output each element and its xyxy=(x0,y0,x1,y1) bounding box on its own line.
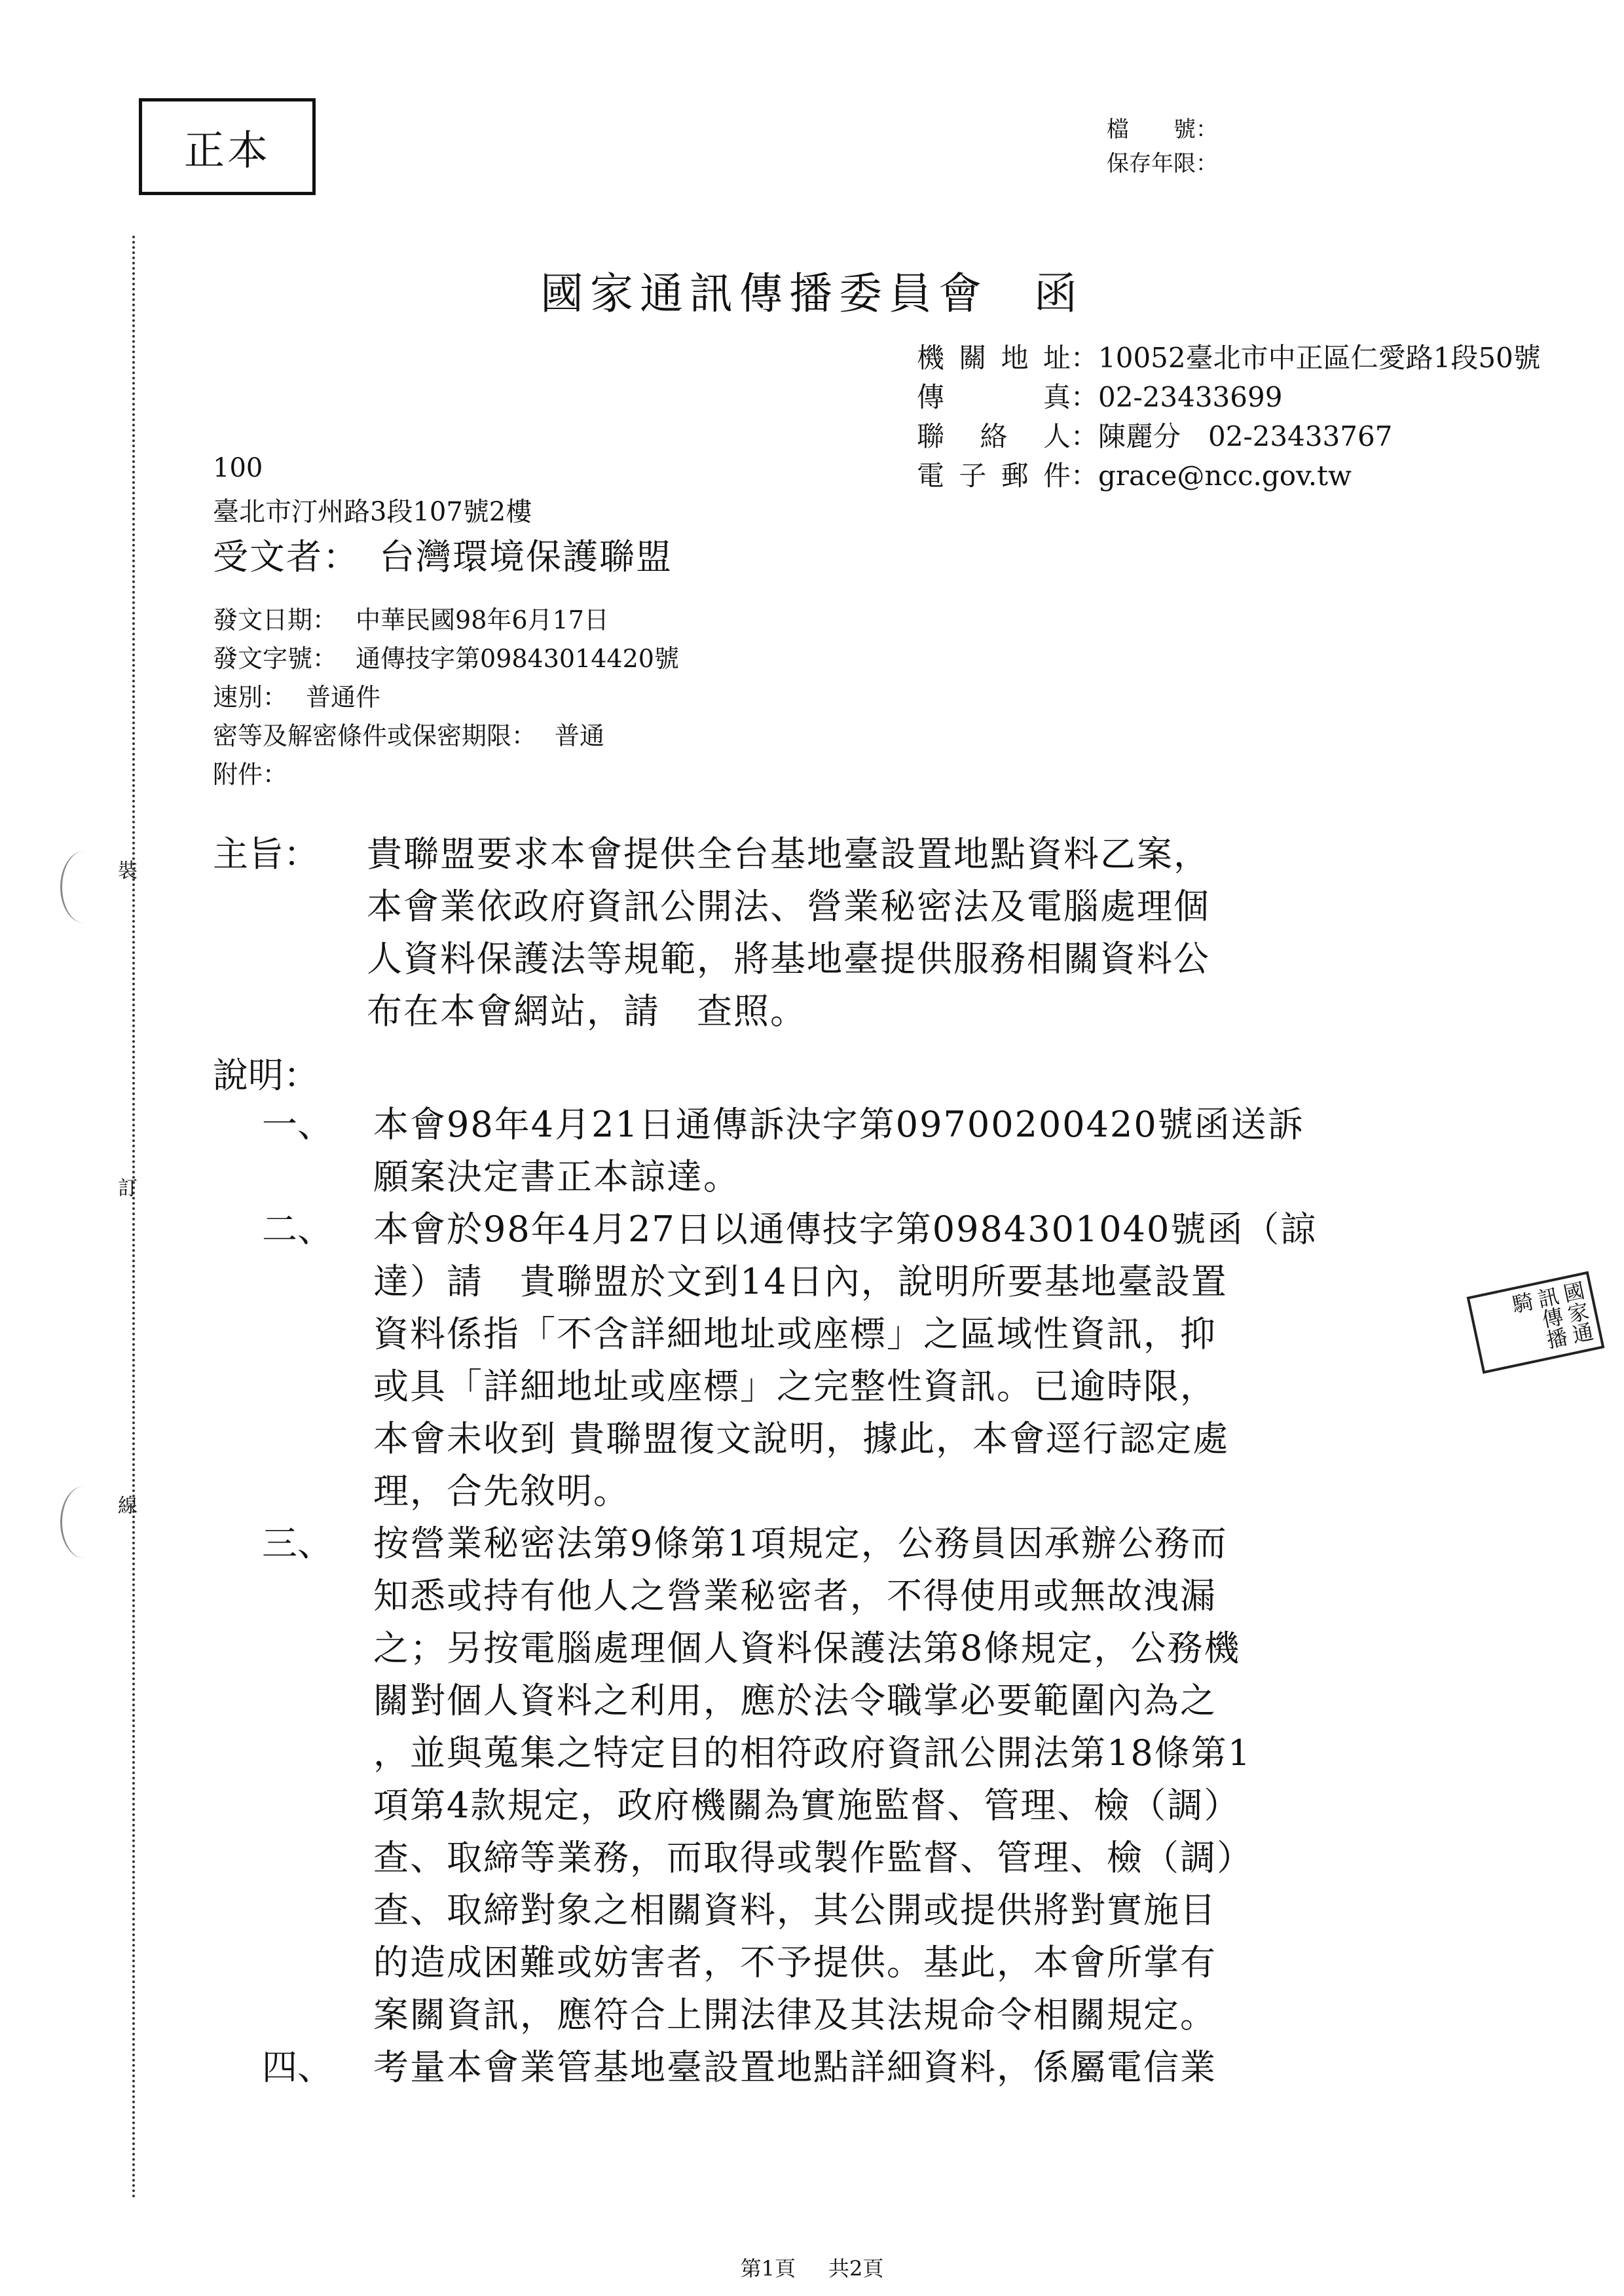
binding-mark-top: 裝 xyxy=(118,860,138,883)
original-copy-stamp xyxy=(139,98,316,195)
item-number: 二、 xyxy=(262,1209,333,1250)
item-line: 資料係指「不含詳細地址或座標」之區域性資訊，抑 xyxy=(373,1313,1217,1355)
subject-section xyxy=(213,828,1611,1038)
punch-hole xyxy=(60,851,108,923)
dispatch-date: 中華民國98年6月17日 xyxy=(356,606,609,634)
dispatch-speed: 普通件 xyxy=(306,683,381,712)
recipient-address: 臺北市汀州路3段107號2樓 xyxy=(213,497,532,527)
subject-line: 人資料保護法等規範，將基地臺提供服務相關資料公 xyxy=(367,938,1210,979)
item-line: 理，合先敘明。 xyxy=(373,1470,630,1512)
item-number: 一、 xyxy=(262,1104,333,1145)
ref-label: 發文字號： xyxy=(213,644,338,673)
page-total: 共2頁 xyxy=(828,2256,884,2281)
item-line: 查、取締等業務，而取得或製作監督、管理、檢（調） xyxy=(373,1837,1253,1878)
seal-text: 國家通訊傳播騎 xyxy=(1507,1279,1596,1351)
item-line: 項第4款規定，政府機關為實施監督、管理、檢（調） xyxy=(373,1785,1241,1826)
recipient-name: 台灣環境保護聯盟 xyxy=(379,536,673,577)
item-line: 知悉或持有他人之營業秘密者，不得使用或無故洩漏 xyxy=(373,1575,1217,1616)
item-number: 四、 xyxy=(262,2047,333,2088)
item-line: 之；另按電腦處理個人資料保護法第8條規定，公務機 xyxy=(373,1628,1241,1669)
explanation-item xyxy=(262,1203,1506,1518)
sender-info: 機關地址 ： 10052臺北市中正區仁愛路1段50號 傳 真 ： 02-23433699 聯 絡 人 ： 陳麗分 02-23433767 電子郵件 ： grace@ncc.gov.tw xyxy=(917,338,1541,496)
retention-label: 保存年限： xyxy=(1107,151,1218,177)
agency-name: 國家通訊傳播委員會 xyxy=(540,268,988,319)
subject-label: 主旨： xyxy=(213,833,319,875)
secrecy-level: 普通 xyxy=(555,721,605,750)
explanation-item xyxy=(262,2041,1506,2094)
sender-address: 10052臺北市中正區仁愛路1段50號 xyxy=(1098,342,1541,374)
fax-label: 傳 真 xyxy=(917,381,1071,413)
recipient xyxy=(213,529,673,579)
date-label: 發文日期： xyxy=(213,606,338,634)
item-line: 的造成困難或妨害者，不予提供。基此，本會所掌有 xyxy=(373,1942,1217,1983)
punch-hole xyxy=(60,1486,108,1558)
binding-line xyxy=(132,236,135,2200)
attachment-label: 附件： xyxy=(213,760,288,789)
page-footer xyxy=(0,2252,1624,2282)
explanation-label: 說明： xyxy=(213,1055,319,1096)
item-line: 關對個人資料之利用，應於法令職掌必要範圍內為之 xyxy=(373,1680,1217,1721)
subject-line: 布在本會網站，請 查照。 xyxy=(367,991,807,1032)
item-line: 本會98年4月21日通傳訴決字第09700200420號函送訴 xyxy=(373,1104,1304,1145)
recipient-label: 受文者： xyxy=(213,536,360,577)
explanation-item xyxy=(262,1099,1506,1203)
recipient-zip: 100 xyxy=(213,453,263,483)
item-line: 願案決定書正本諒達。 xyxy=(373,1156,740,1197)
subject-line: 貴聯盟要求本會提供全台基地臺設置地點資料乙案， xyxy=(367,833,1210,875)
binding-mark-middle: 訂 xyxy=(118,1177,138,1200)
speed-label: 速別： xyxy=(213,683,288,712)
subject-line: 本會業依政府資訊公開法、營業秘密法及電腦處理個 xyxy=(367,886,1210,927)
sender-fax: 02-23433699 xyxy=(1098,381,1283,413)
email-label: 電子郵件 xyxy=(917,460,1071,492)
explanation-items xyxy=(262,1099,1506,2094)
item-line: 案關資訊，應符合上開法律及其法規命令相關規定。 xyxy=(373,1994,1217,2035)
dispatch-meta xyxy=(213,601,679,794)
dispatch-ref: 通傳技字第09843014420號 xyxy=(356,644,679,673)
archive-info xyxy=(1107,113,1218,181)
item-line: 本會未收到 貴聯盟復文說明，據此，本會逕行認定處 xyxy=(373,1418,1230,1459)
file-number-label: 檔 號： xyxy=(1107,117,1218,143)
contact-label: 聯 絡 人 xyxy=(917,420,1071,452)
item-line: 按營業秘密法第9條第1項規定，公務員因承辦公務而 xyxy=(373,1523,1228,1564)
binding-mark-bottom: 線 xyxy=(118,1495,138,1518)
original-copy-label: 正本 xyxy=(183,126,270,174)
item-line: 查、取締對象之相關資料，其公開或提供將對實施目 xyxy=(373,1889,1217,1931)
item-line: ，並與蒐集之特定目的相符政府資訊公開法第18條第1 xyxy=(373,1732,1252,1774)
item-line: 或具「詳細地址或座標」之完整性資訊。已逾時限， xyxy=(373,1366,1217,1407)
page-number: 第1頁 xyxy=(740,2256,796,2281)
sender-contact: 陳麗分 02-23433767 xyxy=(1098,420,1393,452)
item-number: 三、 xyxy=(262,1523,333,1564)
secrecy-label: 密等及解密條件或保密期限： xyxy=(213,721,537,750)
explanation-item xyxy=(262,1518,1506,2041)
document-title xyxy=(0,259,1624,321)
sender-email: grace@ncc.gov.tw xyxy=(1098,460,1352,492)
item-line: 達）請 貴聯盟於文到14日內，說明所要基地臺設置 xyxy=(373,1261,1228,1302)
item-line: 本會於98年4月27日以通傳技字第0984301040號函（諒 xyxy=(373,1209,1318,1250)
address-label: 機關地址 xyxy=(917,342,1071,374)
item-line: 考量本會業管基地臺設置地點詳細資料，係屬電信業 xyxy=(373,2047,1217,2088)
document-type: 函 xyxy=(1034,268,1084,319)
